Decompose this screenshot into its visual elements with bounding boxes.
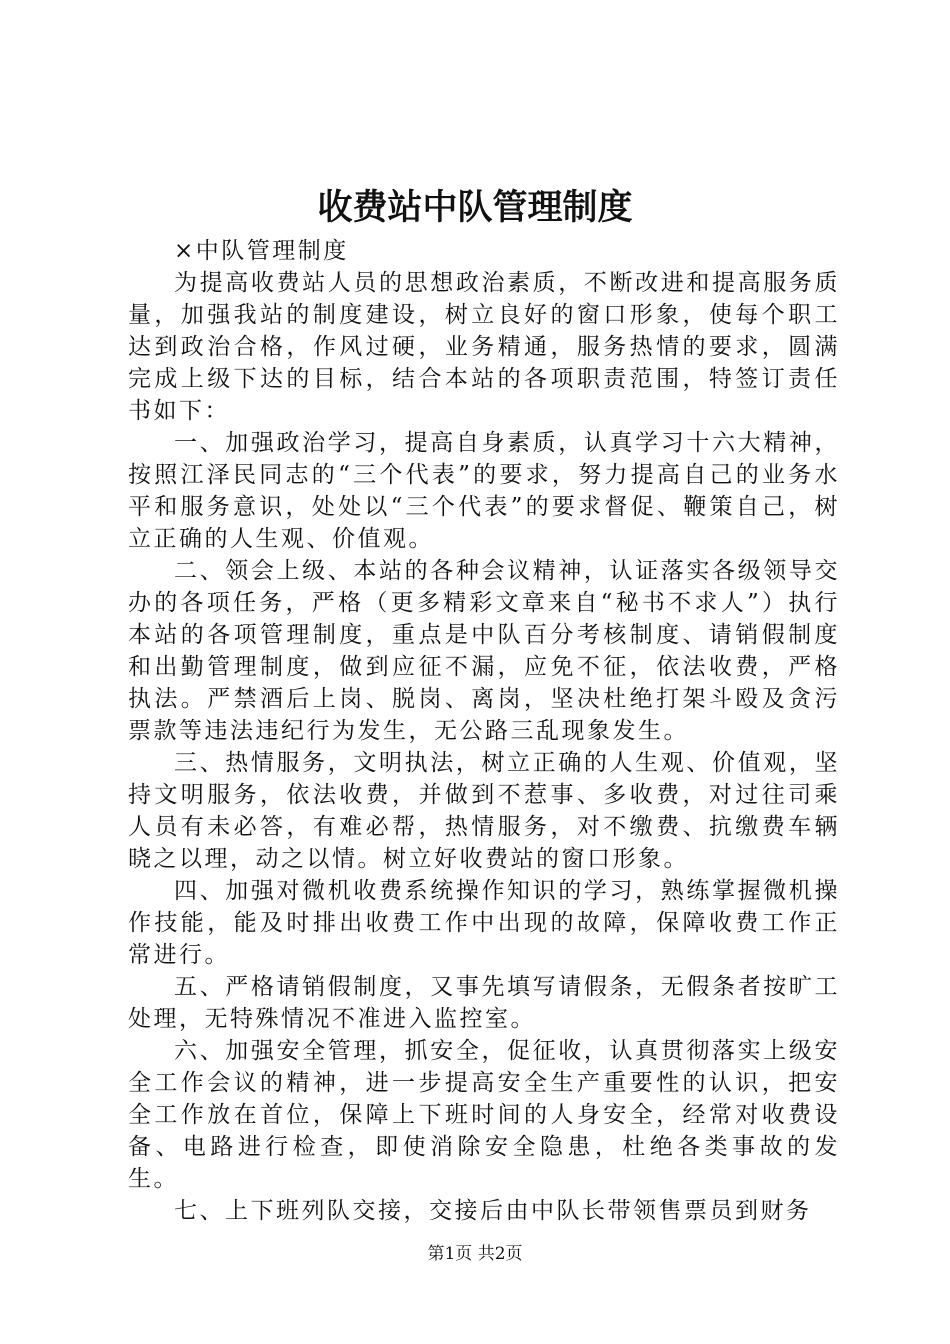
paragraph-intro: 为提高收费站人员的思想政治素质，不断改进和提高服务质量，加强我站的制度建设，树立良好的窗口形象，使每个职工达到政治合格，作风过硬，业务精通，服务热情的要求，圆满完成上级下达的目标，结合本站的各项职责范围，特签订责任书如下：: [128, 270, 840, 424]
document-title: 收费站中队管理制度: [317, 187, 633, 228]
paragraph-item-7: 七、上下班列队交接，交接后由中队长带领售票员到财务: [174, 1198, 812, 1224]
document-subtitle: ×中队管理制度: [174, 238, 349, 264]
paragraph-item-2: 二、领会上级、本站的各种会议精神，认证落实各级领导交办的各项任务，严格（更多精彩文章来自“秘书不求人”）执行本站的各项管理制度，重点是中队百分考核制度、请销假制度和出勤管理制度，做到应征不漏，应免不征，依法收费，严格执法。严禁酒后上岗、脱岗、离岗，坚决杜绝打架斗殴及贪污票款等违法违纪行为发生，无公路三乱现象发生。: [128, 558, 840, 744]
page-footer: 第1页 共2页: [427, 1244, 523, 1264]
paragraph-item-1: 一、加强政治学习，提高自身素质，认真学习十六大精神，按照江泽民同志的“三个代表”的要求，努力提高自己的业务水平和服务意识，处处以“三个代表”的要求督促、鞭策自己，树立正确的人生观、价值观。: [128, 430, 840, 552]
paragraph-item-5: 五、严格请销假制度，又事先填写请假条，无假条者按旷工处理，无特殊情况不准进入监控室。: [128, 974, 840, 1032]
paragraph-item-3: 三、热情服务，文明执法，树立正确的人生观、价值观，坚持文明服务，依法收费，并做到不惹事、多收费，对过往司乘人员有未必答，有难必帮，热情服务，对不缴费、抗缴费车辆晓之以理，动之以情。树立好收费站的窗口形象。: [128, 750, 840, 872]
document-body: [128, 235, 840, 1227]
paragraph-item-6: 六、加强安全管理，抓安全，促征收，认真贯彻落实上级安全工作会议的精神，进一步提高安全生产重要性的认识，把安全工作放在首位，保障上下班时间的人身安全，经常对收费设备、电路进行检查，即使消除安全隐患，杜绝各类事故的发生。: [128, 1038, 840, 1192]
paragraph-item-4: 四、加强对微机收费系统操作知识的学习，熟练掌握微机操作技能，能及时排出收费工作中出现的故障，保障收费工作正常进行。: [128, 878, 840, 968]
